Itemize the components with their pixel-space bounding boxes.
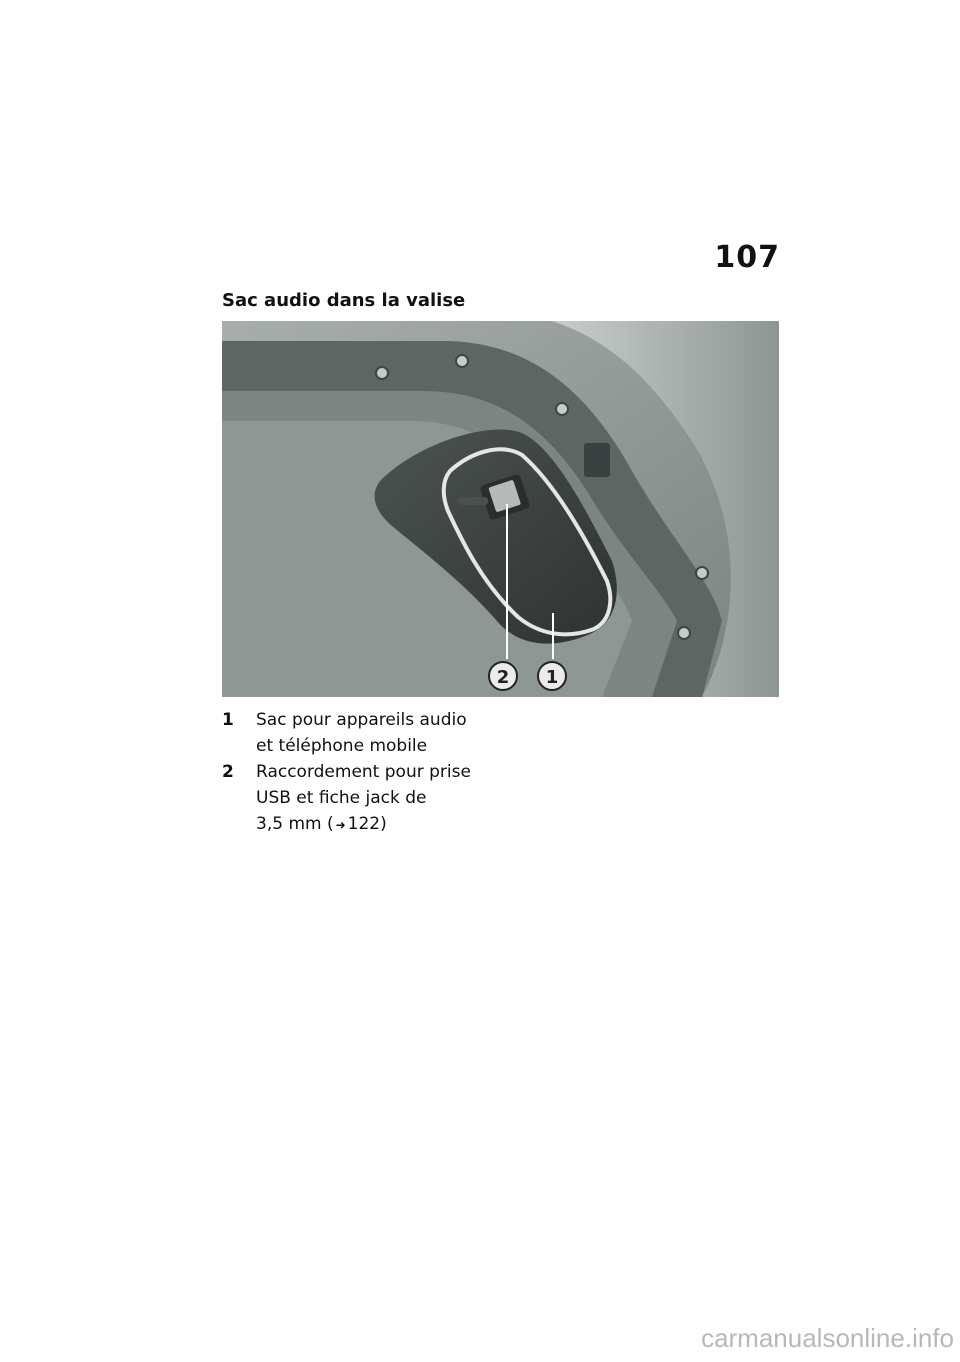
- legend-line-prefix: 3,5 mm (: [256, 814, 334, 834]
- callout-2-label: 2: [496, 667, 510, 688]
- legend-item-2: [222, 759, 542, 838]
- callout-2: [489, 662, 517, 690]
- legend-item-1: [222, 707, 542, 759]
- callout-1-label: 1: [545, 667, 559, 688]
- legend-line: USB et fiche jack de: [256, 788, 427, 808]
- legend-line: et téléphone mobile: [256, 736, 428, 756]
- legend-number: 1: [222, 710, 234, 730]
- legend-number: 2: [222, 762, 234, 782]
- page-number: 107: [714, 240, 780, 275]
- legend-line-with-reference: [256, 811, 542, 838]
- figure-illustration: [222, 321, 779, 697]
- legend-text: [256, 707, 542, 759]
- legend: [222, 707, 542, 838]
- figure-audio-bag: [222, 321, 779, 697]
- callout-1: [538, 662, 566, 690]
- page-reference-link[interactable]: 122: [347, 814, 381, 834]
- legend-line: Sac pour appareils audio: [256, 710, 467, 730]
- watermark: carmanualsonline.info: [701, 1323, 954, 1353]
- legend-line-suffix: ): [380, 814, 387, 834]
- reference-arrow-icon: ➜: [335, 818, 346, 832]
- section-title: Sac audio dans la valise: [222, 290, 466, 311]
- legend-text: [256, 759, 542, 838]
- legend-line: Raccordement pour prise: [256, 762, 471, 782]
